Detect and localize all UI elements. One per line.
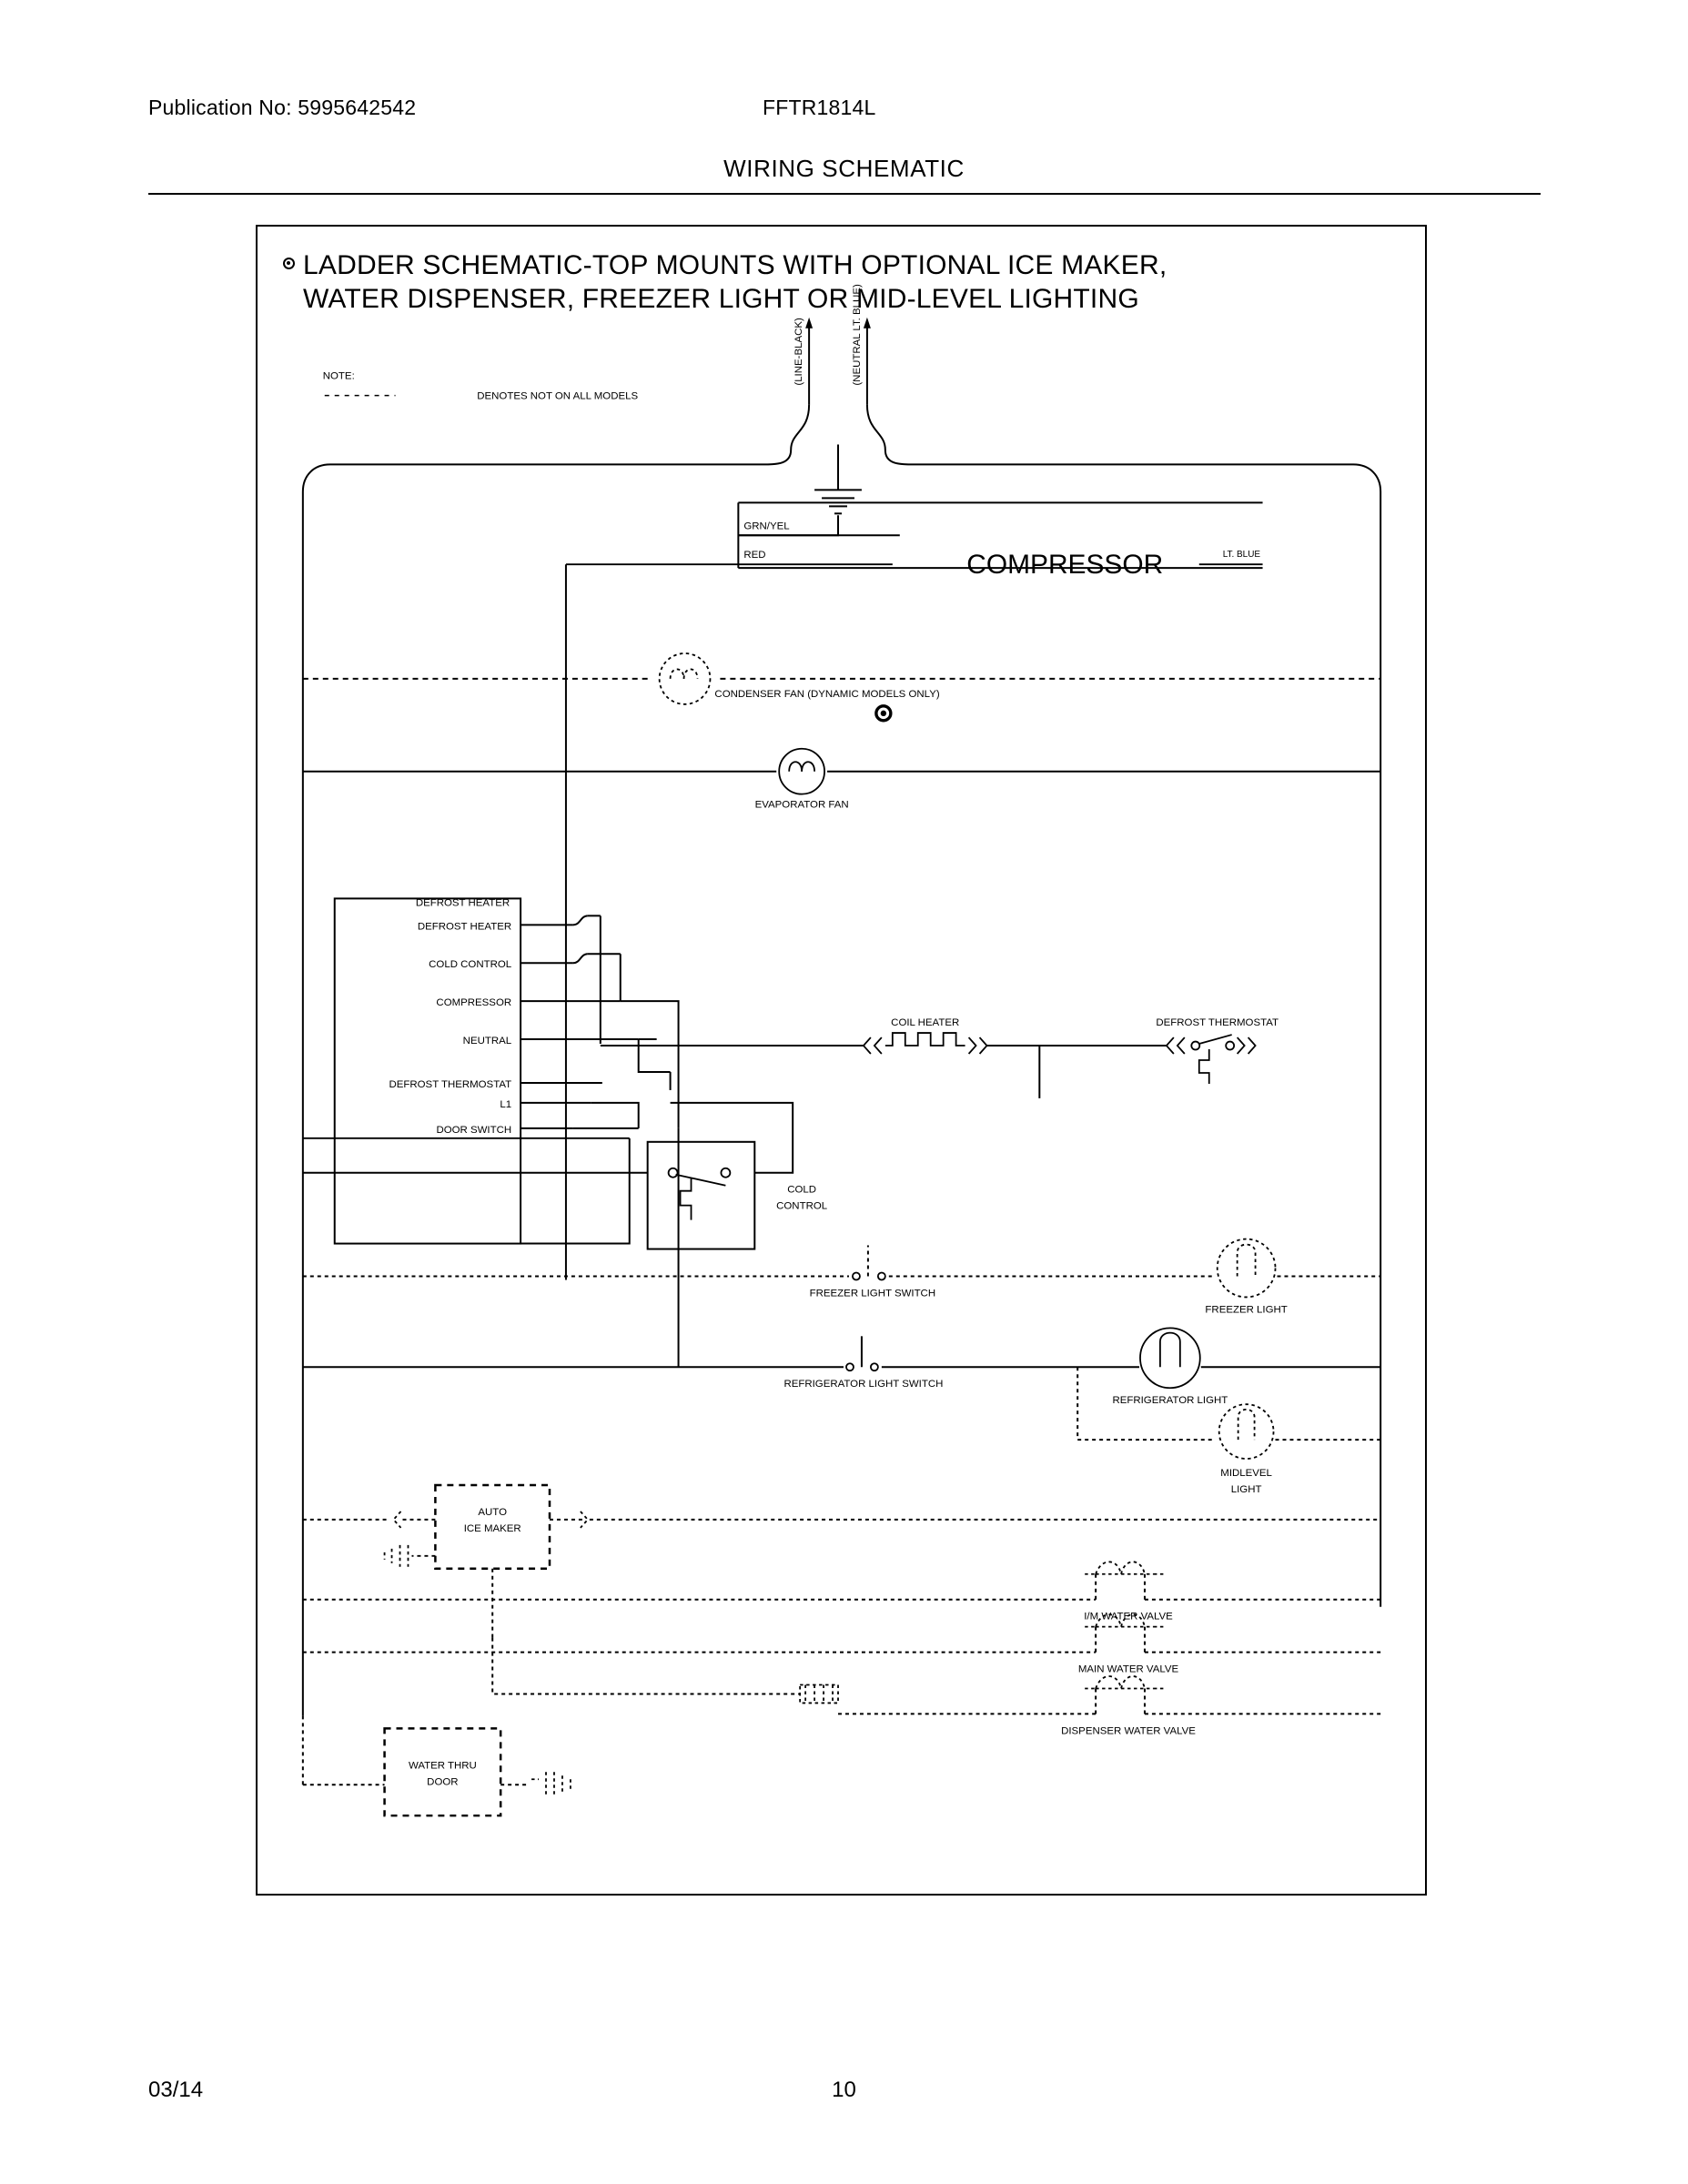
cold-control-label-line1: COLD — [787, 1184, 817, 1196]
water-thru-door-label-line1: WATER THRU — [408, 1760, 477, 1772]
defrost-thermostat-label: DEFROST THERMOSTAT — [1156, 1017, 1279, 1029]
page-title: WIRING SCHEMATIC — [723, 155, 965, 182]
terminal-label-defrost-heater: DEFROST HEATER — [415, 897, 510, 909]
note-label: NOTE: — [322, 370, 355, 382]
condenser-fan-motor-icon — [660, 653, 711, 704]
condenser-fan-rung — [303, 653, 1380, 721]
refrigerator-light-switch-terminal-right — [871, 1363, 878, 1370]
supply-lines — [793, 284, 871, 405]
cold-control-label-line2: CONTROL — [776, 1200, 828, 1212]
evaporator-fan-rung — [303, 749, 1380, 811]
defrost-thermostat-connector-left-icon — [1167, 1037, 1174, 1054]
terminal-door-switch-label: DOOR SWITCH — [436, 1124, 512, 1136]
refrigerator-light-bulb-icon — [1140, 1328, 1200, 1388]
cold-control-return — [671, 1103, 793, 1173]
water-thru-door-box — [385, 1728, 501, 1815]
freezer-light-rung — [303, 1239, 1380, 1316]
freezer-light-filament-icon — [1238, 1245, 1256, 1277]
terminal-defrost-heater-label: DEFROST HEATER — [417, 921, 512, 933]
midlevel-light-label-line2: LIGHT — [1230, 1483, 1262, 1495]
terminal-block-outline — [335, 898, 521, 1243]
document-header — [0, 96, 1688, 123]
cold-control-outline — [648, 1142, 755, 1249]
terminal-compressor-label: COMPRESSOR — [436, 997, 512, 1009]
cold-control-contact-arm — [676, 1175, 726, 1186]
water-thru-door-block — [303, 1685, 639, 1816]
compressor-block — [738, 502, 1262, 580]
page-number: 10 — [832, 2078, 856, 2102]
schematic-heading-line2: WATER DISPENSER, FREEZER LIGHT OR MID-LEVEL LIGHTING — [303, 283, 1139, 314]
freezer-light-switch-terminal-right — [878, 1272, 885, 1279]
refrigerator-light-rung — [303, 1328, 1380, 1406]
midlevel-light-filament-icon — [1238, 1410, 1255, 1440]
midlevel-light-rung — [1077, 1367, 1380, 1495]
cold-control-block — [648, 1142, 827, 1249]
terminal-cold-control-label: COLD CONTROL — [429, 959, 512, 971]
neutral-supply-label: (NEUTRAL LT. BLUE) — [851, 284, 863, 386]
dispenser-water-valve-label: DISPENSER WATER VALVE — [1061, 1725, 1196, 1737]
ice-maker-plug-icon — [385, 1545, 436, 1567]
compressor-title: COMPRESSOR — [966, 550, 1164, 581]
ladder-schematic-svg — [258, 227, 1425, 1894]
refrigerator-light-switch-terminal-left — [846, 1363, 854, 1370]
im-water-valve-label: I/M WATER VALVE — [1084, 1611, 1173, 1623]
cold-control-terminal-left — [669, 1168, 678, 1178]
terminal-jumpers — [573, 915, 679, 1127]
refrigerator-light-switch-label: REFRIGERATOR LIGHT SWITCH — [783, 1379, 944, 1390]
defrost-thermostat-bimetal-icon — [1199, 1049, 1209, 1084]
midlevel-light-label-line1: MIDLEVEL — [1220, 1467, 1272, 1480]
harness-connector-icon — [747, 1685, 838, 1704]
defrost-thermostat-connector-right-icon — [1238, 1037, 1245, 1054]
note-block — [323, 371, 639, 402]
revision-date: 03/14 — [148, 2078, 204, 2102]
main-water-valve-label: MAIN WATER VALVE — [1077, 1663, 1179, 1675]
dispenser-valve-coil-icon — [1096, 1676, 1121, 1688]
freezer-light-switch-terminal-left — [853, 1272, 860, 1279]
refrigerator-light-label: REFRIGERATOR LIGHT — [1112, 1395, 1228, 1407]
terminal-neutral-label: NEUTRAL — [462, 1036, 512, 1047]
auto-ice-maker-rung — [303, 1485, 1380, 1638]
coil-heater-resistor-icon — [885, 1033, 965, 1046]
terminal-block — [335, 897, 521, 1243]
compressor-common-wire-label: LT. BLUE — [1222, 550, 1261, 561]
ice-maker-connector-left-icon — [394, 1512, 401, 1528]
neutral-rail — [867, 405, 1380, 1607]
note-text: DENOTES NOT ON ALL MODELS — [477, 390, 639, 402]
auto-ice-maker-label-line1: AUTO — [478, 1506, 507, 1518]
coil-heater-label: COIL HEATER — [891, 1017, 960, 1029]
cold-control-bimetal-icon — [681, 1178, 692, 1220]
coil-heater-rung — [601, 1017, 1380, 1084]
water-thru-door-label-line2: DOOR — [427, 1776, 459, 1788]
water-thru-door-plug-icon — [531, 1772, 571, 1797]
freezer-light-switch-label: FREEZER LIGHT SWITCH — [809, 1288, 936, 1299]
compressor-run-wire-label: RED — [743, 550, 766, 561]
coil-heater-connector-right-icon — [969, 1037, 976, 1054]
terminal-l1-label: L1 — [500, 1098, 512, 1110]
header-divider — [148, 193, 1541, 195]
evaporator-fan-label: EVAPORATOR FAN — [754, 799, 849, 811]
line-supply-label: (LINE-BLACK) — [793, 318, 805, 386]
refrigerator-light-filament-icon — [1160, 1333, 1180, 1368]
defrost-thermostat-terminal-right — [1226, 1042, 1234, 1050]
im-valve-coil-icon — [1096, 1562, 1121, 1573]
coil-heater-connector-left-icon — [864, 1037, 871, 1054]
line-supply-arrow-icon — [805, 318, 813, 329]
dispenser-water-valve-rung — [838, 1676, 1380, 1736]
compressor-ground-wire-label: GRN/YEL — [743, 521, 790, 532]
neutral-supply-arrow-icon — [864, 318, 871, 329]
condenser-fan-label: CONDENSER FAN (DYNAMIC MODELS ONLY) — [714, 688, 940, 700]
midlevel-light-bulb-icon — [1219, 1404, 1274, 1459]
freezer-light-bulb-icon — [1218, 1239, 1276, 1298]
defrost-thermostat-terminal-left — [1191, 1042, 1199, 1050]
auto-ice-maker-label-line2: ICE MAKER — [463, 1522, 521, 1534]
wiring-schematic-diagram — [256, 225, 1427, 1896]
terminal-block-to-cold-control — [521, 1138, 630, 1244]
im-water-valve-rung — [303, 1562, 1380, 1622]
terminal-defrost-thermostat-label: DEFROST THERMOSTAT — [389, 1078, 512, 1090]
schematic-heading-line1: LADDER SCHEMATIC-TOP MOUNTS WITH OPTIONAL ICE MAKER, — [303, 250, 1167, 280]
main-water-valve-rung — [303, 1611, 1380, 1675]
freezer-light-label: FREEZER LIGHT — [1205, 1304, 1288, 1316]
model-number: FFTR1814L — [763, 96, 876, 119]
cold-control-terminal-right — [721, 1168, 730, 1178]
publication-number: Publication No: 5995642542 — [148, 96, 417, 119]
